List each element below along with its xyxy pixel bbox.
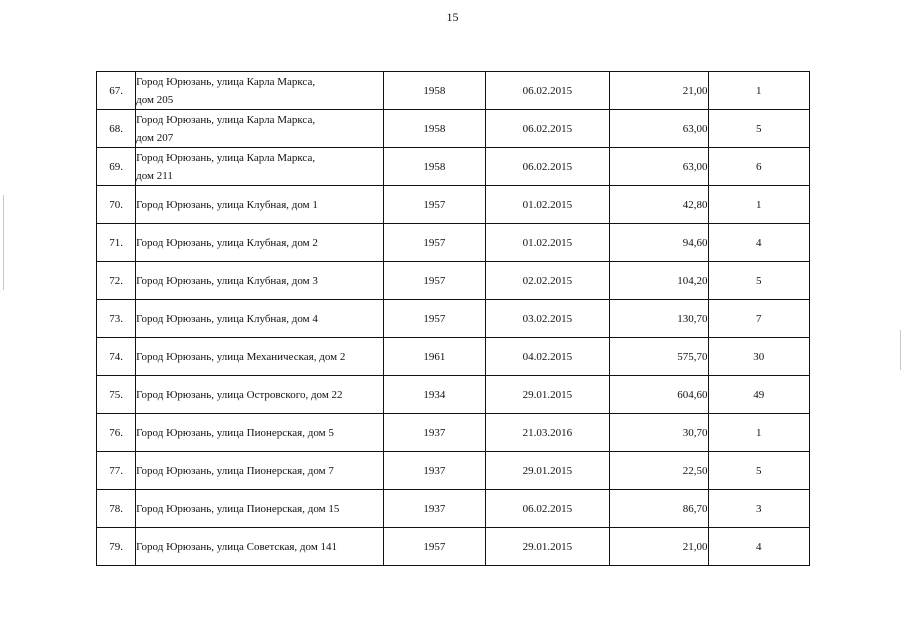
year-cell: 1957 <box>384 262 485 300</box>
area-cell: 94,60 <box>610 224 708 262</box>
table-row <box>97 376 810 414</box>
address-line-2: дом 205 <box>136 93 174 106</box>
address-cell <box>136 490 384 528</box>
address-cell <box>136 414 384 452</box>
address-line: Город Юрюзань, улица Карла Маркса, <box>136 75 316 88</box>
area-cell: 30,70 <box>610 414 708 452</box>
address-line: Город Юрюзань, улица Советская, дом 141 <box>136 540 338 553</box>
address-cell <box>136 262 384 300</box>
table-row <box>97 452 810 490</box>
scan-margin-mark <box>3 195 4 290</box>
table-row <box>97 300 810 338</box>
row-number-cell: 79. <box>97 528 136 566</box>
count-cell: 3 <box>708 490 809 528</box>
date-cell: 06.02.2015 <box>485 72 610 110</box>
year-cell: 1958 <box>384 148 485 186</box>
row-number-cell: 69. <box>97 148 136 186</box>
year-cell: 1957 <box>384 528 485 566</box>
address-line-2: дом 207 <box>136 131 174 144</box>
count-cell: 4 <box>708 528 809 566</box>
address-cell <box>136 452 384 490</box>
area-cell: 575,70 <box>610 338 708 376</box>
row-number-cell: 68. <box>97 110 136 148</box>
date-cell: 06.02.2015 <box>485 110 610 148</box>
date-cell: 03.02.2015 <box>485 300 610 338</box>
row-number-cell: 70. <box>97 186 136 224</box>
table-row <box>97 414 810 452</box>
area-cell: 63,00 <box>610 110 708 148</box>
area-cell: 604,60 <box>610 376 708 414</box>
table-row <box>97 490 810 528</box>
area-cell: 63,00 <box>610 148 708 186</box>
address-cell <box>136 338 384 376</box>
date-cell: 02.02.2015 <box>485 262 610 300</box>
table-row <box>97 338 810 376</box>
area-cell: 42,80 <box>610 186 708 224</box>
address-cell <box>136 186 384 224</box>
area-cell: 21,00 <box>610 72 708 110</box>
year-cell: 1957 <box>384 186 485 224</box>
address-cell <box>136 528 384 566</box>
table-row <box>97 186 810 224</box>
date-cell: 21.03.2016 <box>485 414 610 452</box>
area-cell: 22,50 <box>610 452 708 490</box>
housing-registry-table <box>96 71 810 566</box>
count-cell: 5 <box>708 262 809 300</box>
address-line: Город Юрюзань, улица Пионерская, дом 7 <box>136 464 334 477</box>
year-cell: 1958 <box>384 110 485 148</box>
address-cell <box>136 148 384 186</box>
row-number-cell: 77. <box>97 452 136 490</box>
date-cell: 01.02.2015 <box>485 186 610 224</box>
address-line-2: дом 211 <box>136 169 173 182</box>
address-line: Город Юрюзань, улица Механическая, дом 2 <box>136 350 346 363</box>
count-cell: 5 <box>708 110 809 148</box>
address-cell <box>136 110 384 148</box>
count-cell: 7 <box>708 300 809 338</box>
date-cell: 06.02.2015 <box>485 490 610 528</box>
table-row <box>97 528 810 566</box>
year-cell: 1957 <box>384 300 485 338</box>
date-cell: 29.01.2015 <box>485 528 610 566</box>
date-cell: 04.02.2015 <box>485 338 610 376</box>
table-row <box>97 148 810 186</box>
address-line: Город Юрюзань, улица Клубная, дом 1 <box>136 198 318 211</box>
area-cell: 130,70 <box>610 300 708 338</box>
table-row <box>97 110 810 148</box>
address-cell <box>136 72 384 110</box>
count-cell: 1 <box>708 72 809 110</box>
date-cell: 29.01.2015 <box>485 376 610 414</box>
year-cell: 1961 <box>384 338 485 376</box>
table-row <box>97 224 810 262</box>
row-number-cell: 76. <box>97 414 136 452</box>
year-cell: 1958 <box>384 72 485 110</box>
count-cell: 1 <box>708 186 809 224</box>
address-line: Город Юрюзань, улица Клубная, дом 3 <box>136 274 318 287</box>
year-cell: 1937 <box>384 414 485 452</box>
address-line: Город Юрюзань, улица Пионерская, дом 5 <box>136 426 334 439</box>
count-cell: 4 <box>708 224 809 262</box>
address-line: Город Юрюзань, улица Карла Маркса, <box>136 151 316 164</box>
count-cell: 6 <box>708 148 809 186</box>
row-number-cell: 78. <box>97 490 136 528</box>
row-number-cell: 67. <box>97 72 136 110</box>
count-cell: 5 <box>708 452 809 490</box>
year-cell: 1937 <box>384 490 485 528</box>
address-line: Город Юрюзань, улица Островского, дом 22 <box>136 388 343 401</box>
year-cell: 1934 <box>384 376 485 414</box>
row-number-cell: 72. <box>97 262 136 300</box>
count-cell: 1 <box>708 414 809 452</box>
row-number-cell: 71. <box>97 224 136 262</box>
row-number-cell: 74. <box>97 338 136 376</box>
address-cell <box>136 376 384 414</box>
count-cell: 30 <box>708 338 809 376</box>
address-line: Город Юрюзань, улица Карла Маркса, <box>136 113 316 126</box>
row-number-cell: 75. <box>97 376 136 414</box>
date-cell: 29.01.2015 <box>485 452 610 490</box>
address-cell <box>136 224 384 262</box>
count-cell: 49 <box>708 376 809 414</box>
area-cell: 104,20 <box>610 262 708 300</box>
address-line: Город Юрюзань, улица Клубная, дом 2 <box>136 236 318 249</box>
address-cell <box>136 300 384 338</box>
table-body <box>97 72 810 566</box>
address-line: Город Юрюзань, улица Клубная, дом 4 <box>136 312 318 325</box>
year-cell: 1957 <box>384 224 485 262</box>
page-number: 15 <box>446 10 459 24</box>
row-number-cell: 73. <box>97 300 136 338</box>
date-cell: 06.02.2015 <box>485 148 610 186</box>
table-row <box>97 72 810 110</box>
area-cell: 21,00 <box>610 528 708 566</box>
table-row <box>97 262 810 300</box>
year-cell: 1937 <box>384 452 485 490</box>
address-line: Город Юрюзань, улица Пионерская, дом 15 <box>136 502 340 515</box>
area-cell: 86,70 <box>610 490 708 528</box>
date-cell: 01.02.2015 <box>485 224 610 262</box>
scan-margin-mark <box>900 330 901 370</box>
